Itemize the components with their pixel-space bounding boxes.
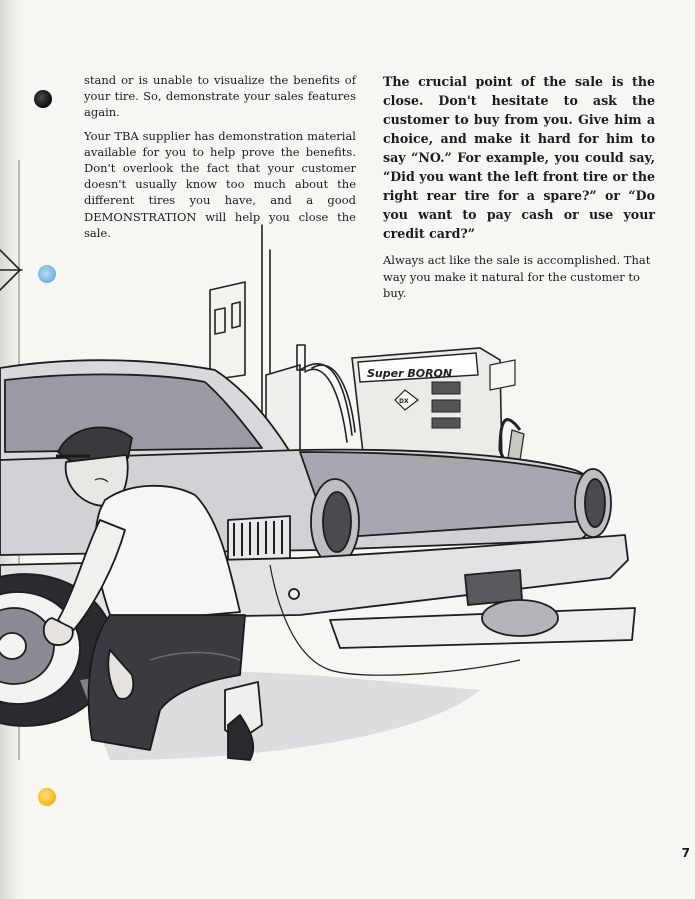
pump-sign-text: Super BORON [367,367,453,380]
page-number: 7 [681,846,690,860]
emphasis-paragraph: The crucial point of the sale is the close. Don't hesitate to ask the customer to buy from you. Give him a choice, and make it hard for him to say “NO.” For example, you could say, “Did you want the left front tire or the right rear tire for a spare?” or “Do you want to pay cash or use your credit card?” [383,74,655,241]
gas-station-illustration [0,220,660,780]
pump-logo-text: DX [399,398,409,405]
paragraph: Your TBA supplier has demonstration material available for you to help prove the benefits. Don't overlook the fact that your customer doesn't usually know too much about the different tires you have, and a good DEMONSTRATION will help you close the sale. [84,128,356,240]
paragraph: stand or is unable to visualize the benefits of your tire. So, demonstrate your sales features again. [84,73,356,120]
binder-hole [34,90,52,108]
binder-hole [38,788,56,806]
paragraph: Always act like the sale is accomplished. That way you make it natural for the customer to buy. [383,253,651,300]
